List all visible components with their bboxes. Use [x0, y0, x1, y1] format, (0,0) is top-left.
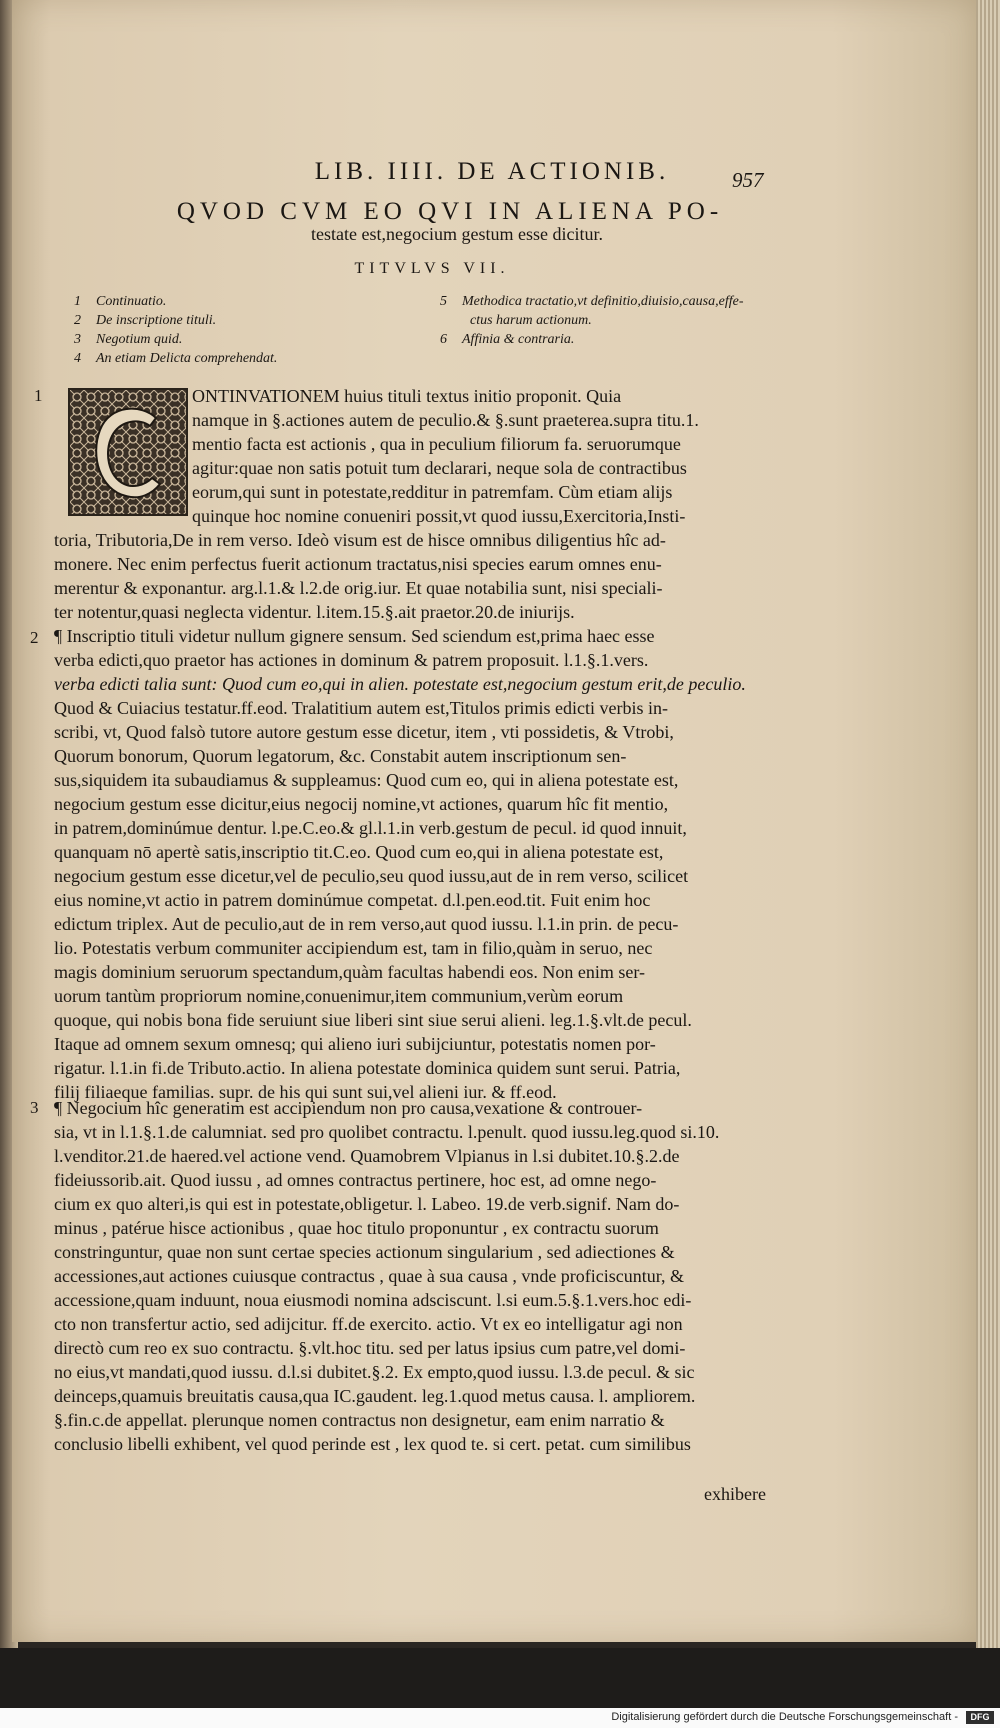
chapter-title-line2: testate est,negocium gestum esse dicitur. [311, 224, 603, 244]
text-line: sia, vt in l.1.§.1.de calumniat. sed pro quolibet contractu. l.penult. quod iussu.leg.quod si.10. [54, 1122, 720, 1142]
text-line: directò cum reo ex suo contractu. §.vlt.hoc titu. sed per latus ipsius cum patre,vel domi- [54, 1338, 686, 1358]
catchword: exhibere [704, 1484, 766, 1504]
summary-text: Negotium quid. [96, 332, 183, 347]
summary-num: 1 [74, 294, 81, 309]
text-line: no eius,vt mandati,quod iussu. d.l.si dubitet.§.2. Ex empto,quod iussu. l.3.de pecul. & sic [54, 1362, 695, 1382]
text-line: cto non transfertur actio, sed adijcitur. ff.de exercito. actio. Vt ex eo intelligatur agi non [54, 1314, 683, 1334]
text-line: rigatur. l.1.in fi.de Tributo.actio. In aliena potestate dominica quidem sunt serui. Patria, [54, 1058, 681, 1078]
text-line: Quod & Cuiacius testatur.ff.eod. Tralatitium autem est,Titulos primis edicti verbis in- [54, 698, 668, 718]
text-line: accessiones,aut actiones cuiusque contractus , quae à sua causa , vnde proficiscuntur, & [54, 1266, 685, 1286]
folio-number: 957 [732, 168, 764, 192]
text-line: Quorum bonorum, Quorum legatorum, &c. Constabit autem inscriptionum sen- [54, 746, 627, 766]
summary-num: 3 [74, 332, 81, 347]
text-line: ter notentur,quasi neglecta videntur. l.item.15.§.ait praetor.20.de iniurijs. [54, 602, 575, 622]
text-line: verba edicti talia sunt: Quod cum eo,qui in alien. potestate est,negocium gestum erit,de peculio. [54, 674, 746, 694]
book-page [12, 0, 977, 1642]
digitization-footer [0, 1708, 1000, 1728]
text-line: ONTINVATIONEM huius tituli textus initio proponit. Quia [192, 386, 622, 406]
summary-text: Continuatio. [96, 294, 167, 309]
text-line: merentur & exponantur. arg.l.1.& l.2.de orig.iur. Et quae notabilia sunt, nisi speciali- [54, 578, 663, 598]
summary-item-continued [440, 311, 790, 330]
text-line: eorum,qui sunt in potestate,redditur in patremfam. Cùm etiam alijs [192, 482, 673, 502]
summary-text: Methodica tractatio,vt definitio,diuisio,causa,effe- [462, 294, 744, 309]
text-line: ¶ Negocium hîc generatim est accipiendum non pro causa,vexatione & controuer- [54, 1098, 643, 1118]
titulus-heading: TITVLVS VII. [354, 260, 510, 277]
text-line: ¶ Inscriptio tituli videtur nullum gignere sensum. Sed sciendum est,prima haec esse [54, 626, 655, 646]
summary-text: ctus harum actionum. [470, 313, 592, 328]
running-title: LIB. IIII. DE ACTIONIB. [314, 158, 670, 185]
text-line: lio. Potestatis verbum communiter accipiendum est, tam in filio,quàm in seruo, nec [54, 938, 653, 958]
text-line: namque in §.actiones autem de peculio.& §.sunt praeterea.supra titu.1. [192, 410, 699, 430]
text-line: toria, Tributoria,De in rem verso. Ideò visum est de hisce omnibus diligentius hîc ad- [54, 530, 666, 550]
text-line: verba edicti,quo praetor has actiones in dominum & patrem proposuit. l.1.§.1.vers. [54, 650, 649, 670]
text-line: edictum triplex. Aut de peculio,aut de in rem verso,aut quod iussu. l.1.in prin. de pecu- [54, 914, 679, 934]
text-line: conclusio libelli exhibent, vel quod perinde est , lex quod te. si cert. petat. cum similibus [54, 1434, 691, 1454]
summary-text: An etiam Delicta comprehendat. [96, 351, 278, 366]
text-line: Itaque ad omnem sexum omnesq; qui alieno iuri subijciuntur, potestatis nomen por- [54, 1034, 656, 1054]
text-line: filij filiaeque familias. supr. de his qui sunt sui,vel alieni iur. & ff.eod. [54, 1082, 557, 1102]
summary-list-right [440, 292, 790, 349]
page-edges [976, 0, 1000, 1648]
text-line: fideiussorib.ait. Quod iussu , ad omnes contractus pertinere, hoc est, ad omne nego- [54, 1170, 657, 1190]
funding-credit: Digitalisierung gefördert durch die Deutsche Forschungsgemeinschaft - [611, 1711, 958, 1723]
summary-item [440, 292, 790, 311]
summary-item [440, 330, 790, 349]
text-line: §.fin.c.de appellat. plerunque nomen contractus non designetur, eam enim narratio & [54, 1410, 665, 1430]
summary-item [74, 292, 454, 311]
summary-num: 6 [440, 332, 447, 347]
text-line: scribi, vt, Quod falsò tutore autore gestum esse dicetur, item , vti possidetis, & Vtrobi, [54, 722, 674, 742]
text-line: quinque hoc nomine conueniri possit,vt quod iussu,Exercitoria,Insti- [192, 506, 686, 526]
text-line: quanquam nō apertè satis,inscriptio tit.C.eo. Quod cum eo,qui in aliena potestate est, [54, 842, 664, 862]
text-line: mentio facta est actionis , qua in peculium filiorum fa. seruorumque [192, 434, 681, 454]
dfg-logo: DFG [966, 1711, 994, 1724]
text-line: eius nomine,vt actio in patrem dominúmue competat. d.l.pen.eod.tit. Fuit enim hoc [54, 890, 651, 910]
summary-list-left [74, 292, 454, 368]
summary-num: 4 [74, 351, 81, 366]
text-line: uorum tantùm propriorum nomine,conuenimur,item communium,verùm eorum [54, 986, 624, 1006]
summary-text: De inscriptione tituli. [96, 313, 217, 328]
text-line: agitur:quae non satis potuit tum declarari, neque sola de contractibus [192, 458, 687, 478]
summary-item [74, 349, 454, 368]
text-line: constringuntur, quae non sunt certae species actionum singularium , sed adiectiones & [54, 1242, 675, 1262]
text-line: l.venditor.21.de haered.vel actione vend. Quamobrem Vlpianus in l.si dubitet.10.§.2.de [54, 1146, 680, 1166]
text-line: monere. Nec enim perfectus fuerit actionum tractatus,nisi species earum omnes enu- [54, 554, 662, 574]
summary-item [74, 311, 454, 330]
summary-num: 2 [74, 313, 81, 328]
section-number: 3 [30, 1098, 39, 1117]
text-line: deinceps,quamuis breuitatis causa,qua IC.gaudent. leg.1.quod metus causa. l. ampliorem. [54, 1386, 696, 1406]
section-number: 2 [30, 628, 39, 647]
summary-item [74, 330, 454, 349]
summary-num: 5 [440, 294, 447, 309]
text-line: cium ex quo alteri,is qui est in potestate,obligetur. l. Labeo. 19.de verb.signif. Nam do- [54, 1194, 680, 1214]
text-line: magis dominium seruorum spectandum,quàm facultas habendi eos. Non enim ser- [54, 962, 646, 982]
summary-text: Affinia & contraria. [462, 332, 575, 347]
text-line: quoque, qui nobis bona fide seruiunt siue liberi sint siue serui alieni. leg.1.§.vlt.de pecul. [54, 1010, 692, 1030]
text-line: accessione,quam induunt, noua eiusmodi nomina adsciscunt. l.si eum.5.§.1.vers.hoc edi- [54, 1290, 692, 1310]
text-line: negocium gestum esse dicitur,eius negocij nomine,vt actiones, quarum hîc fit mentio, [54, 794, 669, 814]
decorated-initial-c-icon [68, 388, 188, 516]
text-line: sus,siquidem ita subaudiamus & suppleamus: Quod cum eo, qui in aliena potestate est, [54, 770, 679, 790]
text-line: negocium gestum esse dicetur,vel de peculio,seu quod iussu,aut de in rem verso, scilicet [54, 866, 689, 886]
text-line: in patrem,dominúmue dentur. l.pe.C.eo.& gl.l.1.in verb.gestum de pecul. id quod innuit, [54, 818, 687, 838]
section-number: 1 [34, 386, 43, 405]
chapter-title-line1: QVOD CVM EO QVI IN ALIENA PO- [176, 198, 724, 225]
text-line: minus , patérue hisce actionibus , quae hoc titulo proponuntur , ex contractu suorum [54, 1218, 659, 1238]
